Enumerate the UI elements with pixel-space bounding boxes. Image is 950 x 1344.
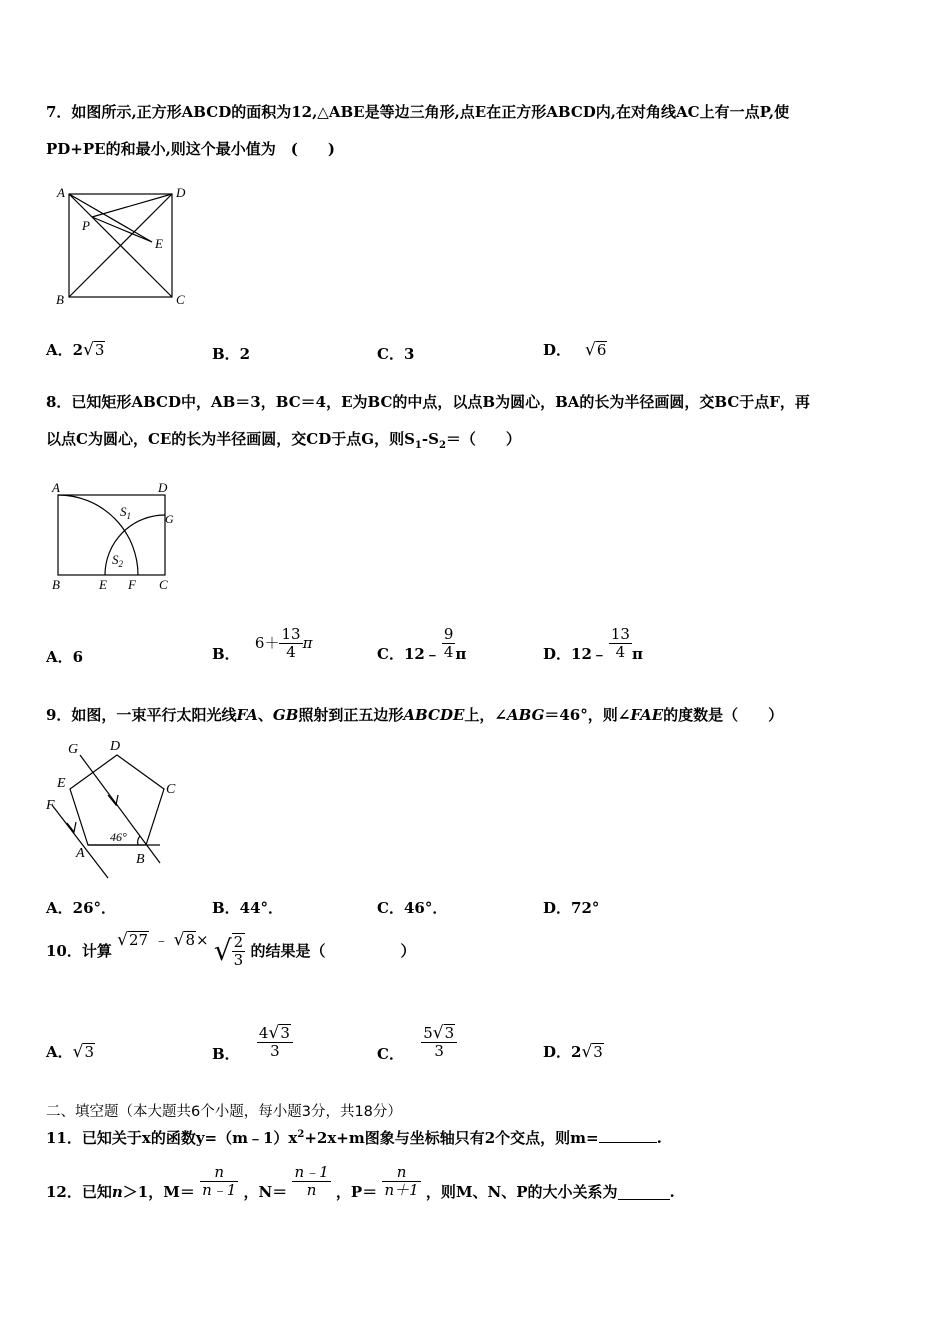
q9-option-a[interactable]: A．26°．: [46, 899, 117, 917]
q8-line2: 以点C为圆心，CE的长为半径画圆，交CD于点G，则$S_1-S_2=$（ ）: [46, 430, 521, 451]
q10-option-d[interactable]: D．2√3: [543, 1042, 603, 1062]
q9-label-c: C: [166, 782, 176, 797]
q9-label-b: B: [136, 852, 145, 867]
q8-label-g: G: [165, 512, 174, 526]
q8-option-a[interactable]: A．6: [46, 648, 84, 666]
q10-option-c[interactable]: C． $\frac{5√3}{3}$: [377, 1020, 457, 1064]
section-heading-fill-blank: 二、填空题（本大题共6个小题，每小题3分，共18分）: [46, 1104, 402, 1120]
q9-label-d: D: [110, 739, 121, 754]
q9-label-e: E: [57, 776, 66, 791]
q9-option-b[interactable]: B．44°．: [212, 899, 284, 917]
q7-label-a: A: [57, 185, 65, 200]
q8-figure: [48, 478, 188, 596]
q8-label-a: A: [52, 480, 60, 495]
q9-angle-arc: [138, 836, 140, 845]
q7-label-e: E: [155, 236, 163, 251]
q8-label-e: E: [99, 577, 107, 592]
q9-ray-gb: [80, 755, 160, 863]
q7-line-pe: [92, 217, 152, 242]
q12-stem: 12．已知n＞1，M＝ $\frac{n}{n﹣1}$ ，N＝ $\frac{n﹣1}{n}$ ，P＝ $\frac{n}{n+1}$ ，则M、N、P的大小关系为 .: [46, 1162, 675, 1201]
q9-label-g: G: [68, 742, 79, 757]
q9-stem: 9．如图，一束平行太阳光线FA、GB照射到正五边形ABCDE上，∠ABG＝46°，则∠FAE的度数是（ ）: [46, 706, 784, 724]
q7-figure: [52, 180, 202, 310]
q9-option-d[interactable]: D．72°: [543, 899, 600, 917]
q12-answer-blank[interactable]: [618, 1185, 670, 1200]
q8-label-f: F: [128, 577, 136, 592]
q8-option-b[interactable]: B． 6＋ $\frac{13}{4}$ π: [212, 624, 313, 663]
q7-option-a[interactable]: A．2√3: [46, 340, 105, 360]
q8-label-d: D: [158, 480, 168, 495]
q9-option-c[interactable]: C．46°．: [377, 899, 448, 917]
q7-option-b[interactable]: B．2: [212, 345, 251, 363]
q7-option-d[interactable]: D． √6: [543, 340, 607, 360]
q7-label-c: C: [176, 292, 185, 307]
q9-angle-label: 46°: [110, 830, 127, 844]
q7-line2: PD+PE的和最小,则这个最小值为 ( ): [46, 140, 335, 158]
q7-label-d: D: [176, 185, 186, 200]
q8-option-c[interactable]: C．12﹣ $\frac{9}{4}$ π: [377, 624, 467, 663]
q10-option-a[interactable]: A．√3: [46, 1042, 95, 1062]
q7-option-c[interactable]: C．3: [377, 345, 415, 363]
q8-line1: 8．已知矩形ABCD中，AB＝3，BC＝4，E为BC的中点，以点B为圆心，BA的长为半径画圆，交BC于点F，再: [46, 393, 810, 411]
q9-ray-fa: [52, 805, 108, 878]
q9-label-a: A: [76, 846, 85, 861]
q8-option-d[interactable]: D．12﹣ $\frac{13}{4}$ π: [543, 624, 643, 663]
q8-label-c: C: [159, 577, 168, 592]
q10-stem: 10．计算 √27 ﹣ √8× √ $\frac{2}{3}$ 的结果是（ ）: [46, 930, 416, 969]
q7-label-b: B: [56, 292, 64, 307]
q9-label-f: F: [46, 798, 55, 813]
q11-stem: 11．已知关于x的函数$y=(m﹣1)x^2+2x+m$图象与坐标轴只有2个交点，则m= .: [46, 1129, 662, 1147]
q10-option-b[interactable]: B． $\frac{4√3}{3}$: [212, 1020, 293, 1064]
q9-figure: [42, 735, 182, 883]
q8-label-s1: $S_1$: [120, 504, 131, 521]
q11-answer-blank[interactable]: [599, 1128, 657, 1143]
q7-line1: 7．如图所示,正方形ABCD的面积为12,△ABE是等边三角形,点E在正方形ABCD内,在对角线AC上有一点P,使: [46, 103, 790, 121]
q8-label-s2: $S_2$: [112, 552, 123, 569]
q8-label-b: B: [52, 577, 60, 592]
q7-label-p: P: [82, 218, 90, 233]
